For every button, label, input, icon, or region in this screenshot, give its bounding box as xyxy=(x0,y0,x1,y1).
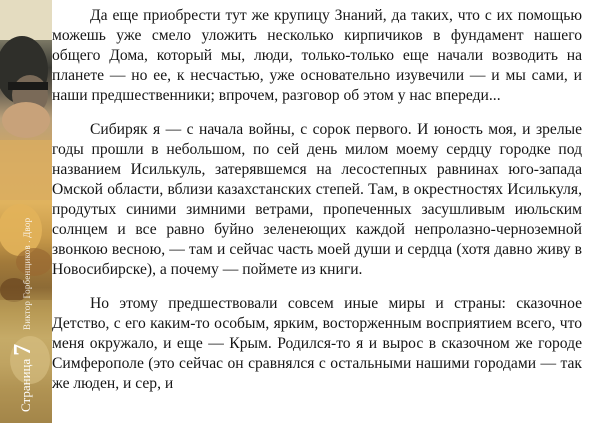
page-word: Страница xyxy=(18,358,33,412)
page-number: 7 xyxy=(10,343,36,356)
paragraph-1: Да еще приобрести тут же крупицу Знаний, да таких, что с их помощью можешь уже смело уложить несколько кирпичиков в фундамент нашего общего Дома, который мы, люди, только-только еще начали возводить на планете — но ее, к несчастью, уже основательно изувечили — и мы сами, и наши предшественники; впрочем, разговор об этом у нас впереди... xyxy=(52,7,582,104)
book-caption: Виктор Горбенщиков . Двор xyxy=(22,217,32,330)
sidebar-photo-strip xyxy=(0,0,52,423)
paragraph-2: Сибиряк я — с начала войны, с сорок первого. И юность моя, и зрелые годы прошли в небольшом, по сей день милом моему сердцу городке под названием Исилькуль, затерявшемся на лесостепных равнинах юго-запада Омской области, вблизи казахстанских степей. Там, в окрестностях Исилькуля, продутых синими зимними ветрами, пропеченных засушливым июльским солнцем и все равно буйно зеленеющих каждой непролазно-черноземной звонкою весною, — там и сейчас часть моей души и сердца (хотя давно живу в Новосибирске), а почему — поймете из книги. xyxy=(52,121,582,278)
paragraph-3: Но этому предшествовали совсем иные миры и страны: сказочное Детство, с его каким-то особым, ярким, восторженным восприятием всего, что меня окружало, и еще — Крым. Родился-то я и вырос в сказочном же городе Симферополе (это сейчас он сравнялся с остальными нашими городами — так же люден, и сер, и xyxy=(52,295,582,392)
body-text xyxy=(52,6,582,408)
page-number-label xyxy=(10,344,37,412)
